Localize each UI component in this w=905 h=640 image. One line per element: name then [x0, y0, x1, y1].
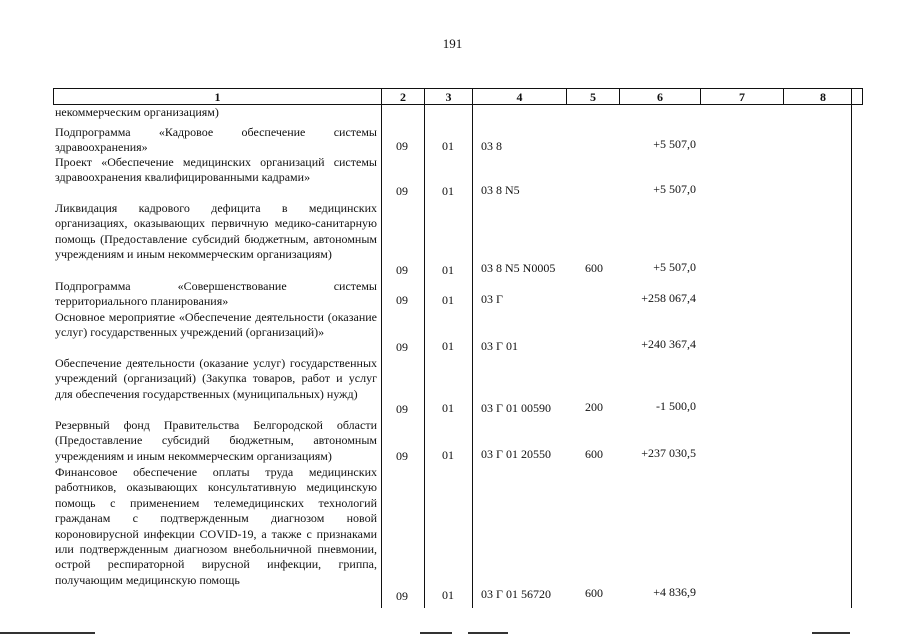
- cell-subsection: 01: [442, 448, 454, 462]
- cell-expense-type: 600: [585, 447, 603, 461]
- header-col-8: 8: [820, 90, 826, 104]
- cell-subsection: 01: [442, 263, 454, 277]
- cell-section: 09: [396, 340, 408, 354]
- table-top-border: [53, 88, 863, 89]
- bottom-edge-mark: [0, 632, 95, 634]
- cell-expense-type: 600: [585, 586, 603, 600]
- col-sep-3: [472, 88, 473, 608]
- cell-expense-type: 600: [585, 261, 603, 275]
- cell-target-article: 03 Г 01 20550: [481, 447, 551, 461]
- col-sep-2: [424, 88, 425, 608]
- table-row-description: Ликвидация кадрового дефицита в медицинских организациях, оказывающих первичную медико-санитарную помощь (Предоставление субсидий бюджетным, автономным учреждениям и иным некоммерческим организациям): [55, 201, 377, 262]
- cell-target-article: 03 Г 01: [481, 339, 518, 353]
- table-row-description: Финансовое обеспечение оплаты труда медицинских работников, оказывающих консультативную медицинскую помощь с применением телемедицинских технологий гражданам с подтвержденным диагнозом новой короновирусной инфекции COVID-19, а также с признаками или подтвержденным диагнозом внебольничной пневмонии, острой респираторной вирусной инфекции, гриппа, получающим медицинскую помощь: [55, 465, 377, 587]
- col-sep-extra: [851, 88, 852, 608]
- cell-section: 09: [396, 402, 408, 416]
- cell-target-article: 03 Г 01 00590: [481, 401, 551, 415]
- header-col-7: 7: [739, 90, 745, 104]
- cell-amount: +240 367,4: [641, 337, 696, 351]
- header-col-3: 3: [445, 90, 452, 104]
- table-row-description: Обеспечение деятельности (оказание услуг) государственных учреждений (организаций) (Закупка товаров, работ и услуг для обеспечения государственных (муниципальных) нужд): [55, 356, 377, 401]
- cell-subsection: 01: [442, 139, 454, 153]
- table-right-border: [862, 88, 863, 104]
- cell-section: 09: [396, 293, 408, 307]
- cell-target-article: 03 8 N5 N0005: [481, 261, 556, 275]
- table-row-description: Подпрограмма «Кадровое обеспечение системы здравоохранения»: [55, 125, 377, 155]
- cell-target-article: 03 8: [481, 139, 502, 153]
- cell-target-article: 03 8 N5: [481, 183, 520, 197]
- cell-section: 09: [396, 184, 408, 198]
- cell-section: 09: [396, 589, 408, 603]
- bottom-edge-mark: [420, 632, 452, 634]
- cell-subsection: 01: [442, 401, 454, 415]
- table-row-description: Проект «Обеспечение медицинских организаций системы здравоохранения квалифицированными кадрами»: [55, 155, 377, 185]
- cell-section: 09: [396, 263, 408, 277]
- header-col-5: 5: [590, 90, 596, 104]
- header-col-6: 6: [657, 90, 663, 104]
- cell-target-article: 03 Г 01 56720: [481, 587, 551, 601]
- header-col-2: 2: [400, 90, 406, 104]
- cell-section: 09: [396, 449, 408, 463]
- cell-subsection: 01: [442, 184, 454, 198]
- cell-section: 09: [396, 139, 408, 153]
- cell-amount: +5 507,0: [653, 182, 696, 196]
- header-col-4: 4: [516, 90, 523, 104]
- cell-amount: +258 067,4: [641, 291, 696, 305]
- table-row-description: Подпрограмма «Совершенствование системы территориального планирования»: [55, 279, 377, 309]
- page-number: 191: [442, 36, 463, 51]
- table-row-description: некоммерческим организациям): [55, 105, 219, 119]
- table-row-description: Резервный фонд Правительства Белгородской области (Предоставление субсидий бюджетным, автономным учреждениям и иным некоммерческим организациям): [55, 418, 377, 463]
- cell-amount: +237 030,5: [641, 446, 696, 460]
- table-row-description: Основное мероприятие «Обеспечение деятельности (оказание услуг) государственных учреждений (организаций)»: [55, 310, 377, 340]
- cell-target-article: 03 Г: [481, 292, 503, 306]
- cell-amount: +5 507,0: [653, 260, 696, 274]
- bottom-edge-mark: [468, 632, 508, 634]
- cell-subsection: 01: [442, 339, 454, 353]
- cell-subsection: 01: [442, 293, 454, 307]
- cell-expense-type: 200: [585, 400, 603, 414]
- cell-amount: -1 500,0: [656, 399, 696, 413]
- cell-amount: +4 836,9: [653, 585, 696, 599]
- bottom-edge-mark: [812, 632, 850, 634]
- header-col-1: 1: [214, 90, 221, 104]
- cell-subsection: 01: [442, 588, 454, 602]
- cell-amount: +5 507,0: [653, 137, 696, 151]
